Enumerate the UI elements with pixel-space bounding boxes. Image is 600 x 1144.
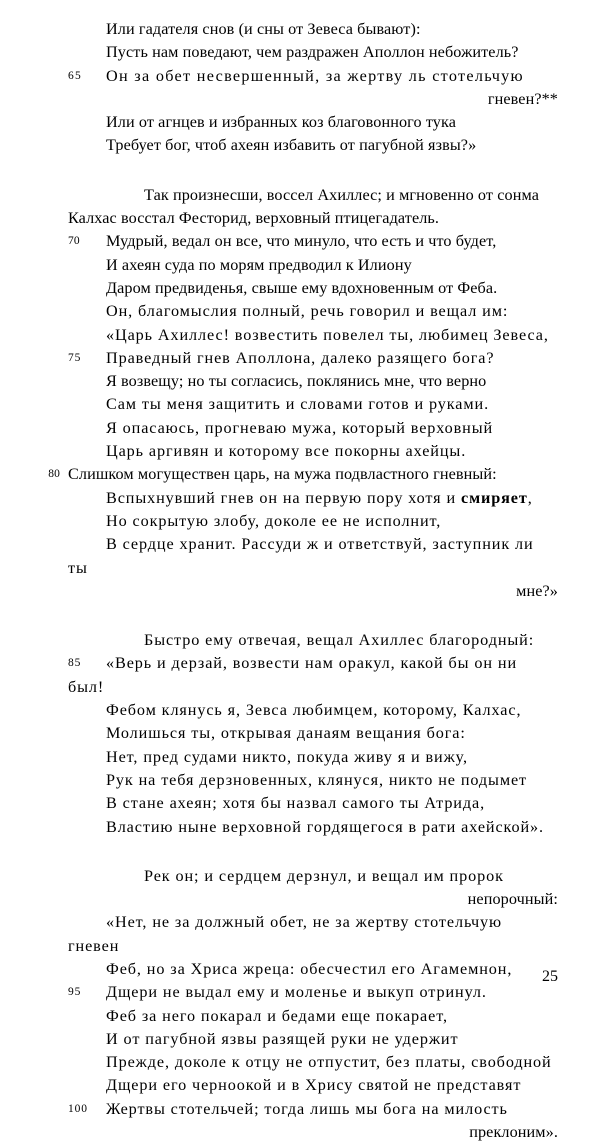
verse-line: Быстро ему отвечая, вещал Ахиллес благородный:	[144, 631, 535, 650]
verse-line: Феб, но за Хриса жреца: обесчестил его Агамемнон,	[106, 959, 513, 978]
verse-line: Феб за него покарал и бедами еще покарает,	[106, 1006, 448, 1025]
page-number: 25	[542, 968, 558, 985]
verse-line: 65 Он за обет несвершенный, за жертву ль стотельчую	[68, 65, 558, 88]
verse-line: Или гадателя снов (и сны от Зевеса бывают):	[106, 20, 421, 38]
verse-line: 95 Дщери не выдал ему и моленье и выкуп отринул.	[68, 981, 558, 1004]
verse-line: И от пагубной язвы разящей руки не удержит	[106, 1029, 459, 1048]
verse-line: преклоним».	[469, 1123, 558, 1142]
verse-line: 100 Жертвы стотельчей; тогда лишь мы бога на милость	[68, 1098, 558, 1121]
verse-line: В сердце хранит. Рассуди ж и ответствуй, заступник ли ты	[68, 535, 539, 577]
line-number: 75	[68, 351, 82, 364]
line-number: 70	[68, 235, 80, 248]
verse-line: Калхас восстал Фесторид, верховный птицегадатель.	[68, 209, 440, 228]
verse-line: И ахеян суда по морям предводил к Илиону	[106, 255, 412, 274]
verse-line: Я опасаюсь, прогневаю мужа, который верховный	[106, 418, 494, 437]
verse-line: Рек он; и сердцем дерзнул, и вещал им пророк	[144, 866, 504, 885]
verse-line: мне?»	[516, 581, 558, 600]
verse-line: Пусть нам поведают, чем раздражен Аполлон небожитель?	[106, 43, 519, 62]
verse-line: Требует бог, чтоб ахеян избавить от пагубной язвы?»	[106, 136, 477, 155]
stanza	[48, 184, 558, 603]
verse-line: Властию ныне верховной гордящегося в рати ахейской».	[106, 817, 544, 836]
verse-line: Я возвещу; но ты согласись, поклянись мне, что верно	[106, 372, 487, 391]
verse-line: Даром предвиденья, свыше ему вдохновенным от Феба.	[106, 278, 498, 297]
verse-line: Так произнесши, воссел Ахиллес; и мгновенно от сонма	[144, 185, 539, 204]
verse-line: Молишься ты, открывая данаям вещания бога:	[106, 724, 466, 743]
line-number: 100	[68, 1102, 88, 1115]
verse-line: Прежде, доколе к отцу не отпустит, без платы, свободной	[106, 1053, 552, 1072]
verse-line: «Царь Ахиллес! возвестить повелел ты, любимец Зевеса,	[106, 325, 549, 344]
verse-line: В стане ахеян; хотя бы назвал самого ты Атрида,	[106, 794, 486, 813]
verse-line: 75 Праведный гнев Аполлона, далеко разящего бога?	[68, 347, 558, 370]
stanza	[68, 18, 558, 158]
verse-line: Царь аргивян и которому все покорны ахейцы.	[106, 442, 467, 461]
verse-line: Вспыхнувший гнев он на первую пору хотя и смиряет,	[106, 488, 533, 507]
verse-line: Нет, пред судами никто, покуда живу я и вижу,	[106, 747, 468, 766]
line-number: 65	[68, 69, 83, 82]
verse-line: Или от агнцев и избранных коз благовонного тука	[106, 113, 457, 132]
verse-line: Рук на тебя дерзновенных, клянуся, никто не подымет	[106, 770, 528, 789]
stanza	[68, 629, 558, 839]
verse-line: Дщери его черноокой и в Хрису святой не представят	[106, 1076, 522, 1095]
verse-line: 80 Слишком могуществен царь, на мужа подвластного гневный:	[68, 463, 558, 486]
verse-line: Но сокрытую злобу, доколе ее не исполнит,	[106, 511, 442, 530]
verse-line: Фебом клянусь я, Зевса любимцем, которому, Калхас,	[106, 701, 522, 720]
verse-line: гневен?**	[487, 89, 558, 108]
verse-line: 85 «Верь и дерзай, возвести нам оракул, какой бы он ни был!	[68, 652, 558, 699]
verse-line: 70 Мудрый, ведал он все, что минуло, что есть и что будет,	[68, 230, 558, 253]
verse-line: Сам ты меня защитить и словами готов и руками.	[106, 395, 490, 414]
line-number: 85	[68, 657, 82, 670]
poem-body	[48, 18, 558, 1144]
verse-line: непорочный:	[467, 890, 558, 909]
line-number: 95	[68, 986, 82, 999]
verse-line: «Нет, не за должный обет, не за жертву стотельчую гневен	[68, 913, 507, 955]
stanza	[68, 865, 558, 1144]
verse-line: Он, благомыслия полный, речь говорил и вещал им:	[106, 302, 509, 321]
line-number: 80	[48, 468, 60, 481]
